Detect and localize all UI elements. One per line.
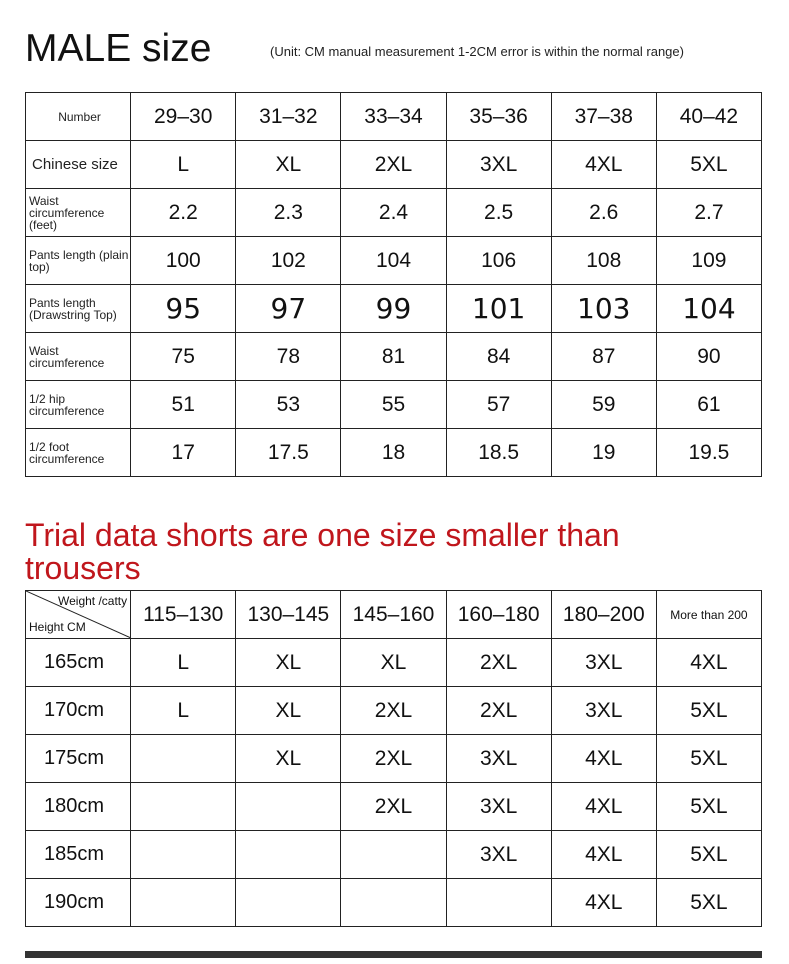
- size-cell: 31–32: [236, 93, 341, 141]
- size-cell: XL: [236, 141, 341, 189]
- size-cell: 84: [446, 333, 551, 381]
- size-cell: 18: [341, 429, 446, 477]
- size-cell: 37–38: [551, 93, 656, 141]
- size-table: [25, 92, 762, 477]
- height-label: 180cm: [26, 783, 131, 831]
- fit-cell: [446, 879, 551, 927]
- fit-cell: 2XL: [446, 687, 551, 735]
- size-cell: 103: [551, 285, 656, 333]
- size-cell: 4XL: [551, 141, 656, 189]
- size-row: [26, 189, 762, 237]
- size-cell: 2.2: [131, 189, 236, 237]
- size-cell: 2.6: [551, 189, 656, 237]
- fit-cell: 5XL: [656, 879, 761, 927]
- size-row: [26, 237, 762, 285]
- row-label: Pants length (plain top): [26, 237, 131, 285]
- fit-cell: 4XL: [656, 639, 761, 687]
- weight-range-header: 180–200: [551, 591, 656, 639]
- size-cell: 55: [341, 381, 446, 429]
- size-cell: 90: [656, 333, 761, 381]
- row-label: 1/2 hip circumference: [26, 381, 131, 429]
- fit-row: [26, 879, 762, 927]
- size-row: [26, 429, 762, 477]
- height-label: 165cm: [26, 639, 131, 687]
- size-cell: 104: [341, 237, 446, 285]
- size-cell: 18.5: [446, 429, 551, 477]
- size-cell: 17: [131, 429, 236, 477]
- fit-cell: [131, 735, 236, 783]
- fit-row: [26, 687, 762, 735]
- fit-cell: 3XL: [446, 783, 551, 831]
- size-row: [26, 381, 762, 429]
- size-cell: 99: [341, 285, 446, 333]
- size-cell: 2.4: [341, 189, 446, 237]
- size-cell: 102: [236, 237, 341, 285]
- weight-axis-label: Weight /catty: [58, 594, 128, 608]
- fit-cell: 4XL: [551, 831, 656, 879]
- fit-cell: [236, 783, 341, 831]
- fit-cell: 5XL: [656, 831, 761, 879]
- row-label: Chinese size: [26, 141, 131, 189]
- fit-cell: [131, 783, 236, 831]
- size-cell: 3XL: [446, 141, 551, 189]
- size-cell: 104: [656, 285, 761, 333]
- fit-cell: XL: [341, 639, 446, 687]
- fit-cell: 4XL: [551, 735, 656, 783]
- fit-cell: 5XL: [656, 735, 761, 783]
- size-cell: 40–42: [656, 93, 761, 141]
- shorts-note: Trial data shorts are one size smaller than trousers: [25, 517, 620, 586]
- corner-cell: [26, 591, 131, 639]
- fit-cell: 5XL: [656, 783, 761, 831]
- size-cell: 5XL: [656, 141, 761, 189]
- size-cell: 29–30: [131, 93, 236, 141]
- fit-cell: 2XL: [341, 687, 446, 735]
- fit-cell: [236, 879, 341, 927]
- size-cell: 95: [131, 285, 236, 333]
- fit-cell: [131, 831, 236, 879]
- fit-table: [25, 590, 762, 927]
- fit-cell: 3XL: [446, 735, 551, 783]
- fit-cell: 3XL: [551, 687, 656, 735]
- fit-cell: 5XL: [656, 687, 761, 735]
- fit-cell: XL: [236, 687, 341, 735]
- fit-cell: [236, 831, 341, 879]
- size-row: [26, 285, 762, 333]
- page-title: MALE size: [25, 27, 212, 70]
- measurement-note: (Unit: CM manual measurement 1-2CM error is within the normal range): [270, 44, 684, 59]
- size-row: [26, 141, 762, 189]
- size-cell: 35–36: [446, 93, 551, 141]
- fit-cell: 3XL: [551, 639, 656, 687]
- fit-row: [26, 735, 762, 783]
- size-cell: 101: [446, 285, 551, 333]
- size-cell: 53: [236, 381, 341, 429]
- size-cell: L: [131, 141, 236, 189]
- weight-range-header: 160–180: [446, 591, 551, 639]
- weight-range-header: More than 200: [656, 591, 761, 639]
- height-label: 175cm: [26, 735, 131, 783]
- height-axis-label: Height CM: [29, 620, 86, 634]
- row-label: Waist circumference (feet): [26, 189, 131, 237]
- height-label: 190cm: [26, 879, 131, 927]
- size-cell: 109: [656, 237, 761, 285]
- fit-cell: [341, 879, 446, 927]
- fit-row: [26, 783, 762, 831]
- row-label: Number: [26, 93, 131, 141]
- size-cell: 2.7: [656, 189, 761, 237]
- size-cell: 87: [551, 333, 656, 381]
- size-row: [26, 93, 762, 141]
- weight-range-header: 115–130: [131, 591, 236, 639]
- size-cell: 106: [446, 237, 551, 285]
- height-label: 170cm: [26, 687, 131, 735]
- size-cell: 100: [131, 237, 236, 285]
- bottom-divider: [25, 951, 762, 958]
- fit-cell: [341, 831, 446, 879]
- weight-range-header: 145–160: [341, 591, 446, 639]
- size-cell: 57: [446, 381, 551, 429]
- size-cell: 59: [551, 381, 656, 429]
- size-cell: 19: [551, 429, 656, 477]
- size-cell: 33–34: [341, 93, 446, 141]
- size-cell: 97: [236, 285, 341, 333]
- size-cell: 2.5: [446, 189, 551, 237]
- size-cell: 2XL: [341, 141, 446, 189]
- fit-cell: L: [131, 639, 236, 687]
- size-cell: 75: [131, 333, 236, 381]
- size-cell: 78: [236, 333, 341, 381]
- fit-cell: [131, 879, 236, 927]
- size-cell: 108: [551, 237, 656, 285]
- size-cell: 61: [656, 381, 761, 429]
- size-cell: 81: [341, 333, 446, 381]
- fit-cell: 2XL: [341, 783, 446, 831]
- size-cell: 19.5: [656, 429, 761, 477]
- fit-cell: 3XL: [446, 831, 551, 879]
- fit-row: [26, 639, 762, 687]
- fit-cell: 2XL: [446, 639, 551, 687]
- fit-header-row: [26, 591, 762, 639]
- height-label: 185cm: [26, 831, 131, 879]
- size-cell: 51: [131, 381, 236, 429]
- weight-range-header: 130–145: [236, 591, 341, 639]
- row-label: Waist circumference: [26, 333, 131, 381]
- row-label: Pants length (Drawstring Top): [26, 285, 131, 333]
- fit-cell: L: [131, 687, 236, 735]
- fit-cell: 4XL: [551, 879, 656, 927]
- fit-cell: XL: [236, 735, 341, 783]
- size-row: [26, 333, 762, 381]
- fit-cell: 4XL: [551, 783, 656, 831]
- fit-cell: XL: [236, 639, 341, 687]
- size-cell: 17.5: [236, 429, 341, 477]
- fit-cell: 2XL: [341, 735, 446, 783]
- row-label: 1/2 foot circumference: [26, 429, 131, 477]
- size-cell: 2.3: [236, 189, 341, 237]
- fit-row: [26, 831, 762, 879]
